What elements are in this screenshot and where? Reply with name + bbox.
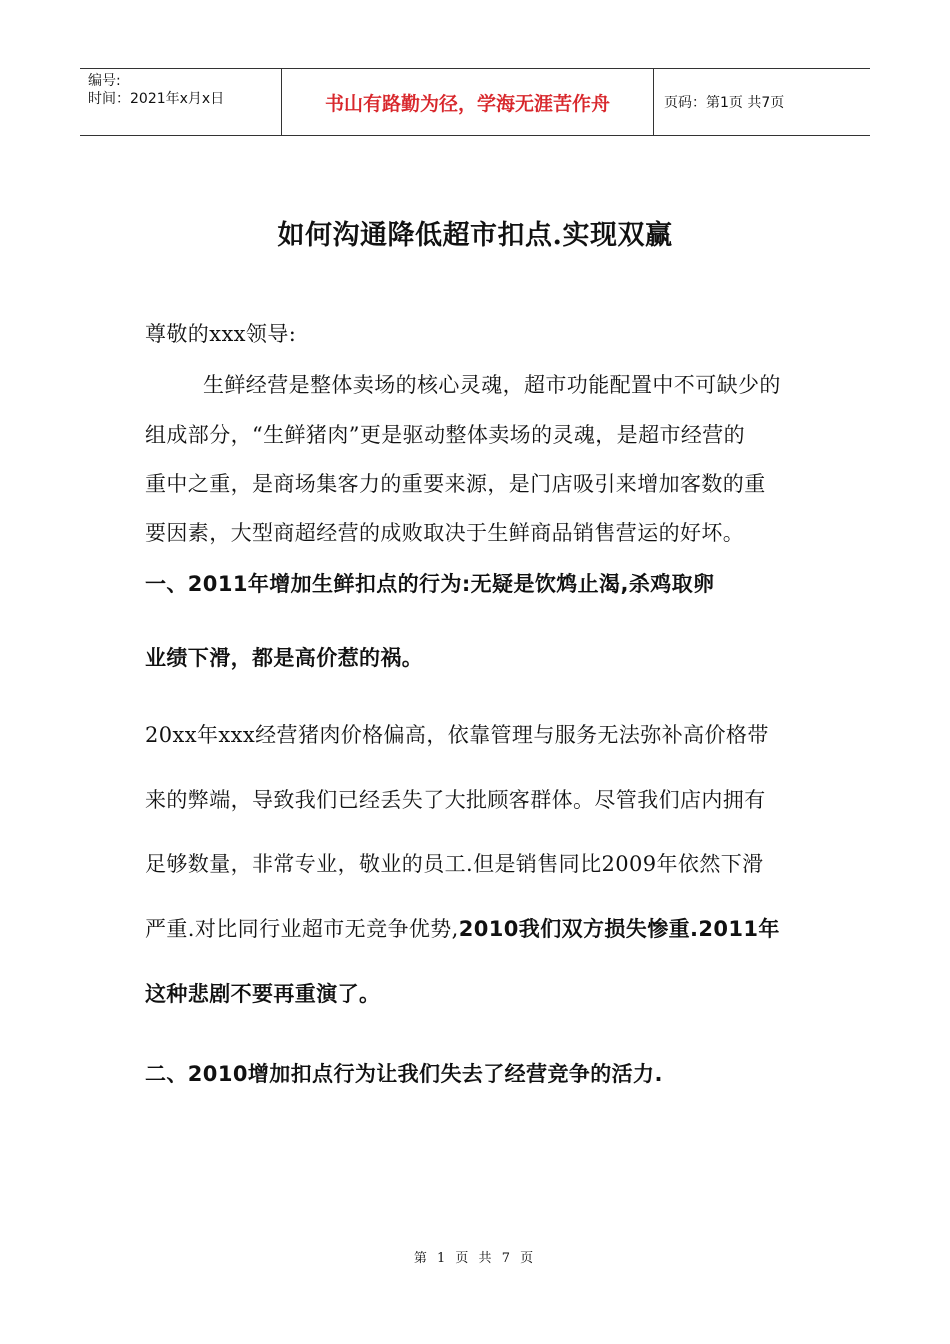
intro-line-4: 要因素，大型商超经营的成败取决于生鲜商品销售营运的好坏。	[145, 521, 745, 545]
number-label: 编号:	[88, 73, 121, 89]
header-meta	[80, 69, 281, 135]
body-line-4-normal: 严重.对比同行业超市无竞争优势,	[145, 917, 459, 941]
body-line-3: 足够数量，非常专业，敬业的员工.但是销售同比2009年依然下滑	[145, 852, 764, 876]
page-footer: 第 1 页 共 7 页	[413, 1251, 537, 1266]
section2-heading: 二、2010增加扣点行为让我们失去了经营竞争的活力.	[145, 1062, 663, 1086]
document-header	[80, 68, 870, 136]
intro-line-2: 组成部分，“生鲜猪肉”更是驱动整体卖场的灵魂，是超市经营的	[145, 423, 746, 447]
document-title: 如何沟通降低超市扣点.实现双赢	[277, 220, 673, 251]
section1-subheading: 业绩下滑，都是高价惹的祸。	[145, 646, 424, 670]
time-label: 时间：2021年x月x日	[88, 91, 225, 107]
body-line-1: 20xx年xxx经营猪肉价格偏高，依靠管理与服务无法弥补高价格带	[145, 723, 769, 747]
body-line-4-bold: 2010我们双方损失惨重.2011年	[458, 917, 780, 941]
salutation: 尊敬的xxx领导:	[145, 322, 297, 346]
body-line-4	[145, 913, 780, 943]
intro-line-1: 生鲜经营是整体卖场的核心灵魂，超市功能配置中不可缺少的	[203, 373, 781, 397]
header-page-info: 页码：第1页 共7页	[664, 95, 785, 111]
section1-heading: 一、2011年增加生鲜扣点的行为:无疑是饮鸩止渴,杀鸡取卵	[145, 572, 715, 596]
header-motto: 书山有路勤为径，学海无涯苦作舟	[281, 69, 654, 135]
intro-line-3: 重中之重，是商场集客力的重要来源，是门店吸引来增加客数的重	[145, 472, 766, 496]
body-line-5: 这种悲剧不要再重演了。	[145, 982, 381, 1006]
body-line-2: 来的弊端，导致我们已经丢失了大批顾客群体。尽管我们店内拥有	[145, 788, 766, 812]
